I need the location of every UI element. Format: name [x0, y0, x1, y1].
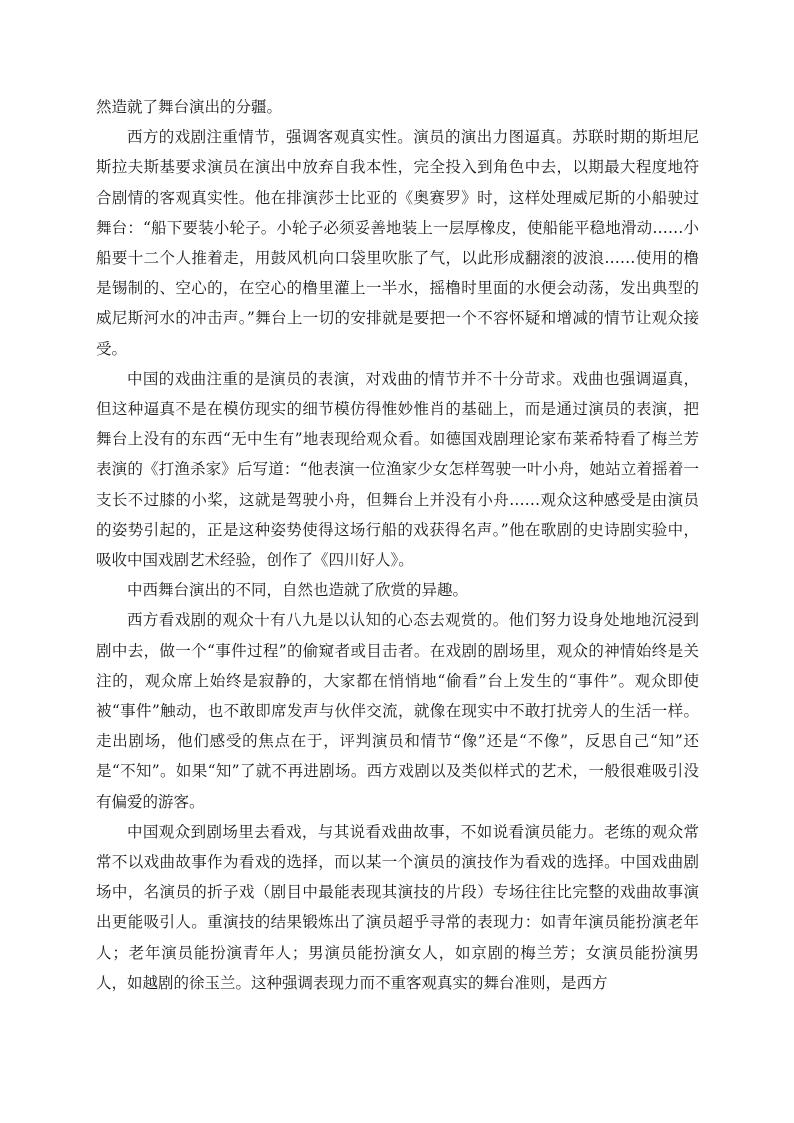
paragraph-western-audience: 西方看戏剧的观众十有八九是以认知的心态去观赏的。他们努力设身处地地沉浸到剧中去，做一个“事件过程”的偷窥者或目击者。在戏剧的剧场里，观众的神情始终是关注的，观众席上始终是寂静的，大家都在悄悄地“偷看”台上发生的“事件”。观众即使被“事件”触动，也不敢即席发声与伙伴交流，就像在现实中不敢打扰旁人的生活一样。走出剧场，他们感受的焦点在于，评判演员和情节“像”还是“不像”，反思自己“知”还是“不知”。如果“知”了就不再进剧场。西方戏剧以及类似样式的艺术，一般很难吸引没有偏爱的游客。: [96, 611, 699, 811]
paragraph-chinese-audience: 中国观众到剧场里去看戏，与其说看戏曲故事，不如说看演员能力。老练的观众常常不以戏曲故事作为看戏的选择，而以某一个演员的演技作为看戏的选择。中国戏曲剧场中，名演员的折子戏（剧目中最能表现其演技的片段）专场往往比完整的戏曲故事演出更能吸引人。重演技的结果锻炼出了演员超乎寻常的表现力：如青年演员能扮演老年人；老年演员能扮演青年人；男演员能扮演女人，如京剧的梅兰芳；女演员能扮演男人，如越剧的徐玉兰。这种强调表现力而不重客观真实的舞台准则，是西方: [96, 822, 699, 992]
paragraph-continuation: 然造就了舞台演出的分疆。: [96, 98, 283, 116]
paragraph-chinese-opera: 中国的戏曲注重的是演员的表演，对戏曲的情节并不十分苛求。戏曲也强调逼真，但这种逼真不是在模仿现实的细节模仿得惟妙惟肖的基础上，而是通过演员的表演，把舞台上没有的东西“无中生有”地表现给观众看。如德国戏剧理论家布莱希特看了梅兰芳表演的《打渔杀家》后写道：“他表演一位渔家少女怎样驾驶一叶小舟，她站立着摇着一支长不过膝的小桨，这就是驾驶小舟，但舞台上并没有小舟……观众这种感受是由演员的姿势引起的，正是这种姿势使得这场行船的戏获得名声。”他在歌剧的史诗剧实验中，吸收中国戏剧艺术经验，创作了《四川好人》。: [96, 369, 699, 570]
article-body: [96, 92, 699, 998]
paragraph-western-drama: 西方的戏剧注重情节，强调客观真实性。演员的演出力图逼真。苏联时期的斯坦尼斯拉夫斯基要求演员在演出中放弃自我本性，完全投入到角色中去，以期最大程度地符合剧情的客观真实性。他在排演莎士比亚的《奥赛罗》时，这样处理威尼斯的小船驶过舞台：“船下要装小轮子。小轮子必须妥善地装上一层厚橡皮，使船能平稳地滑动……小船要十二个人推着走，用鼓风机向口袋里吹胀了气，以此形成翻滚的波浪……使用的橹是锡制的、空心的，在空心的橹里灌上一半水，摇橹时里面的水便会动荡，发出典型的威尼斯河水的冲击声。”舞台上一切的安排就是要把一个不容怀疑和增减的情节让观众接受。: [96, 128, 699, 358]
paragraph-transition: 中西舞台演出的不同，自然也造就了欣赏的异趣。: [127, 581, 469, 600]
